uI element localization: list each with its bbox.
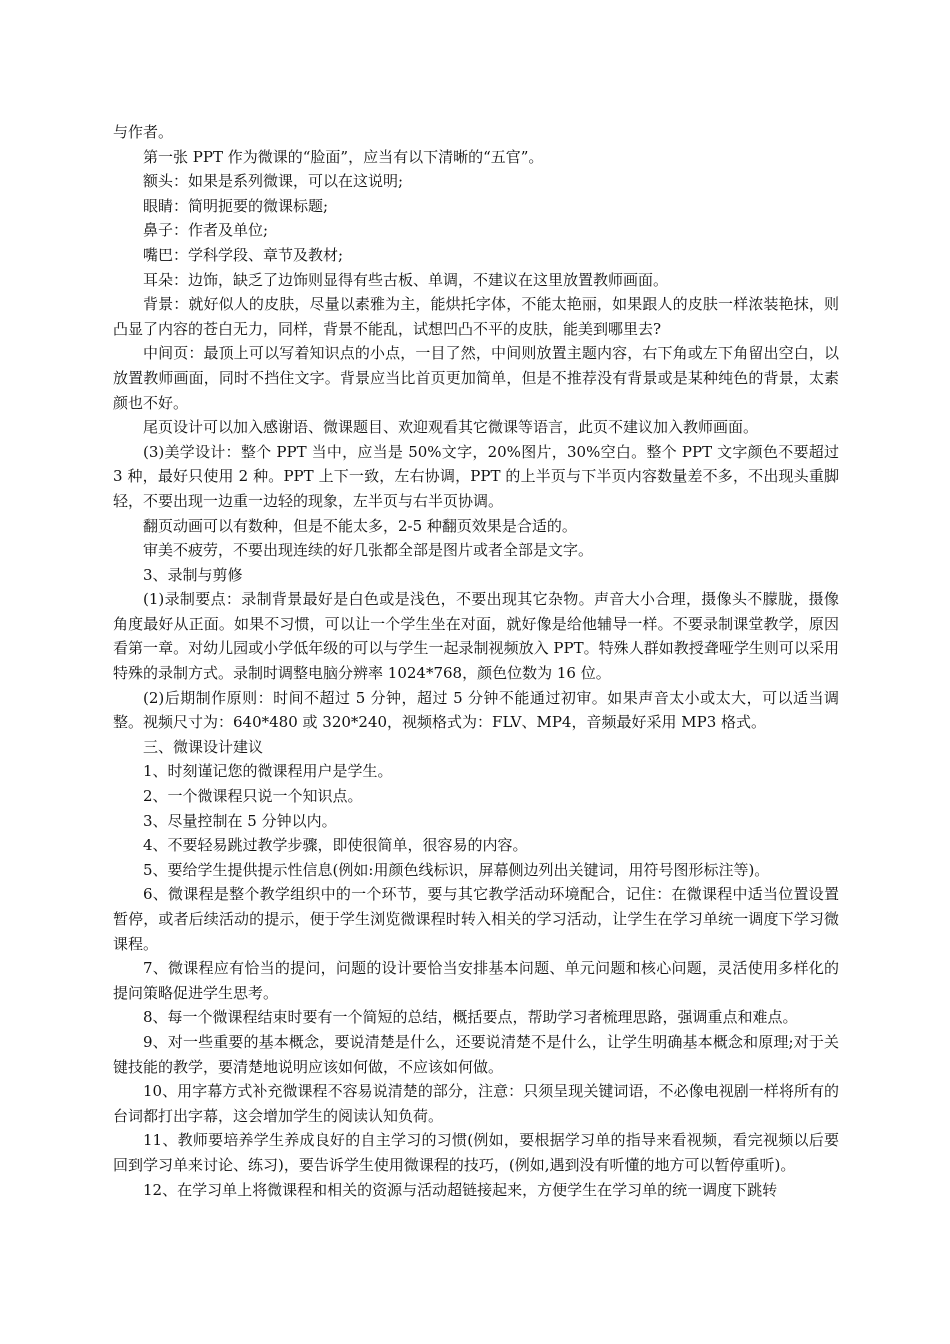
paragraph: 尾页设计可以加入感谢语、微课题目、欢迎观看其它微课等语言，此页不建议加入教师画面。 [143, 418, 759, 437]
paragraph: 三、微课设计建议 [143, 737, 264, 756]
paragraph: 6、微课程是整个教学组织中的一个环节，要与其它教学活动环境配合，记住：在微课程中适当位置设置暂停，或者后续活动的提示，便于学生浏览微课程时转入相关的学习活动，让学生在学习单统一调度下学习微课程。 [113, 885, 839, 953]
paragraph: 7、微课程应有恰当的提问，问题的设计要恰当安排基本问题、单元问题和核心问题，灵活使用多样化的提问策略促进学生思考。 [113, 959, 839, 1002]
paragraph: 额头：如果是系列微课，可以在这说明; [143, 172, 404, 191]
paragraph: 耳朵：边饰，缺乏了边饰则显得有些古板、单调，不建议在这里放置教师画面。 [143, 270, 669, 289]
paragraph: 2、一个微课程只说一个知识点。 [143, 787, 363, 806]
paragraph: 与作者。 [113, 123, 174, 141]
paragraph: 第一张 PPT 作为微课的“脸面”，应当有以下清晰的“五官”。 [143, 147, 544, 166]
paragraph: 中间页：最顶上可以写着知识点的小点，一目了然，中间则放置主题内容，右下角或左下角留出空白，以放置教师画面，同时不挡住文字。背景应当比首页更加简单，但是不推荐没有背景或是某种纯色的背景，太素颜也不好。 [113, 344, 839, 412]
paragraph: 10、用字幕方式补充微课程不容易说清楚的部分，注意：只须呈现关键词语，不必像电视剧一样将所有的台词都打出字幕，这会增加学生的阅读认知负荷。 [113, 1082, 839, 1125]
paragraph: (1)录制要点：录制背景最好是白色或是浅色，不要出现其它杂物。声音大小合理，摄像头不朦胧，摄像角度最好从正面。如果不习惯，可以让一个学生坐在对面，就好像是给他辅导一样。不要录制课堂教学，原因看第一章。对幼儿园或小学低年级的可以与学生一起录制视频放入 PPT。特殊人群如教授聋哑学生则可以采用特殊的录制方式。录制时调整电脑分辨率 1024*768，颜色位数为 16 位。 [113, 590, 839, 683]
paragraph: 背景：就好似人的皮肤，尽量以素雅为主，能烘托字体，不能太艳丽，如果跟人的皮肤一样浓装艳抹，则凸显了内容的苍白无力，同样，背景不能乱，试想凹凸不平的皮肤，能美到哪里去? [113, 295, 839, 338]
paragraph: 翻页动画可以有数种，但是不能太多，2-5 种翻页效果是合适的。 [143, 516, 577, 535]
paragraph: 3、尽量控制在 5 分钟以内。 [143, 811, 337, 830]
document-body [113, 120, 839, 1202]
paragraph: (2)后期制作原则：时间不超过 5 分钟，超过 5 分钟不能通过初审。如果声音太小或太大，可以适当调整。视频尺寸为：640*480 或 320*240，视频格式为：FLV、MP4，音频最好采用 MP3 格式。 [113, 688, 839, 732]
paragraph: 眼睛：简明扼要的微课标题; [143, 196, 329, 215]
paragraph: 4、不要轻易跳过教学步骤，即使很简单，很容易的内容。 [143, 836, 528, 855]
paragraph: 8、每一个微课程结束时要有一个简短的总结，概括要点，帮助学习者梳理思路，强调重点和难点。 [143, 1008, 798, 1027]
paragraph: 嘴巴：学科学段、章节及教材; [143, 245, 344, 264]
paragraph: 11、教师要培养学生养成良好的自主学习的习惯(例如，要根据学习单的指导来看视频，看完视频以后要回到学习单来讨论、练习)，要告诉学生使用微课程的技巧，(例如,遇到没有听懂的地方可以暂停重听)。 [113, 1131, 839, 1174]
paragraph: 3、录制与剪修 [143, 565, 243, 584]
paragraph: 鼻子：作者及单位; [143, 221, 269, 240]
paragraph: 5、要给学生提供提示性信息(例如:用颜色线标识，屏幕侧边列出关键词，用符号图形标注等)。 [143, 860, 770, 879]
paragraph: 1、时刻谨记您的微课程用户是学生。 [143, 762, 393, 781]
paragraph: 9、对一些重要的基本概念，要说清楚是什么，还要说清楚不是什么，让学生明确基本概念和原理;对于关键技能的教学，要清楚地说明应该如何做，不应该如何做。 [113, 1032, 839, 1076]
paragraph: 审美不疲劳，不要出现连续的好几张都全部是图片或者全部是文字。 [143, 541, 594, 560]
paragraph: (3)美学设计：整个 PPT 当中，应当是 50%文字，20%图片，30%空白。整个 PPT 文字颜色不要超过 3 种，最好只使用 2 种。PPT 上下一致，左右协调，PPT 的上半页与下半页内容数量差不多，不出现头重脚轻，不要出现一边重一边轻的现象，左半页与右半页协调。 [113, 442, 839, 510]
paragraph: 12、在学习单上将微课程和相关的资源与活动超链接起来，方便学生在学习单的统一调度下跳转 [143, 1180, 778, 1199]
